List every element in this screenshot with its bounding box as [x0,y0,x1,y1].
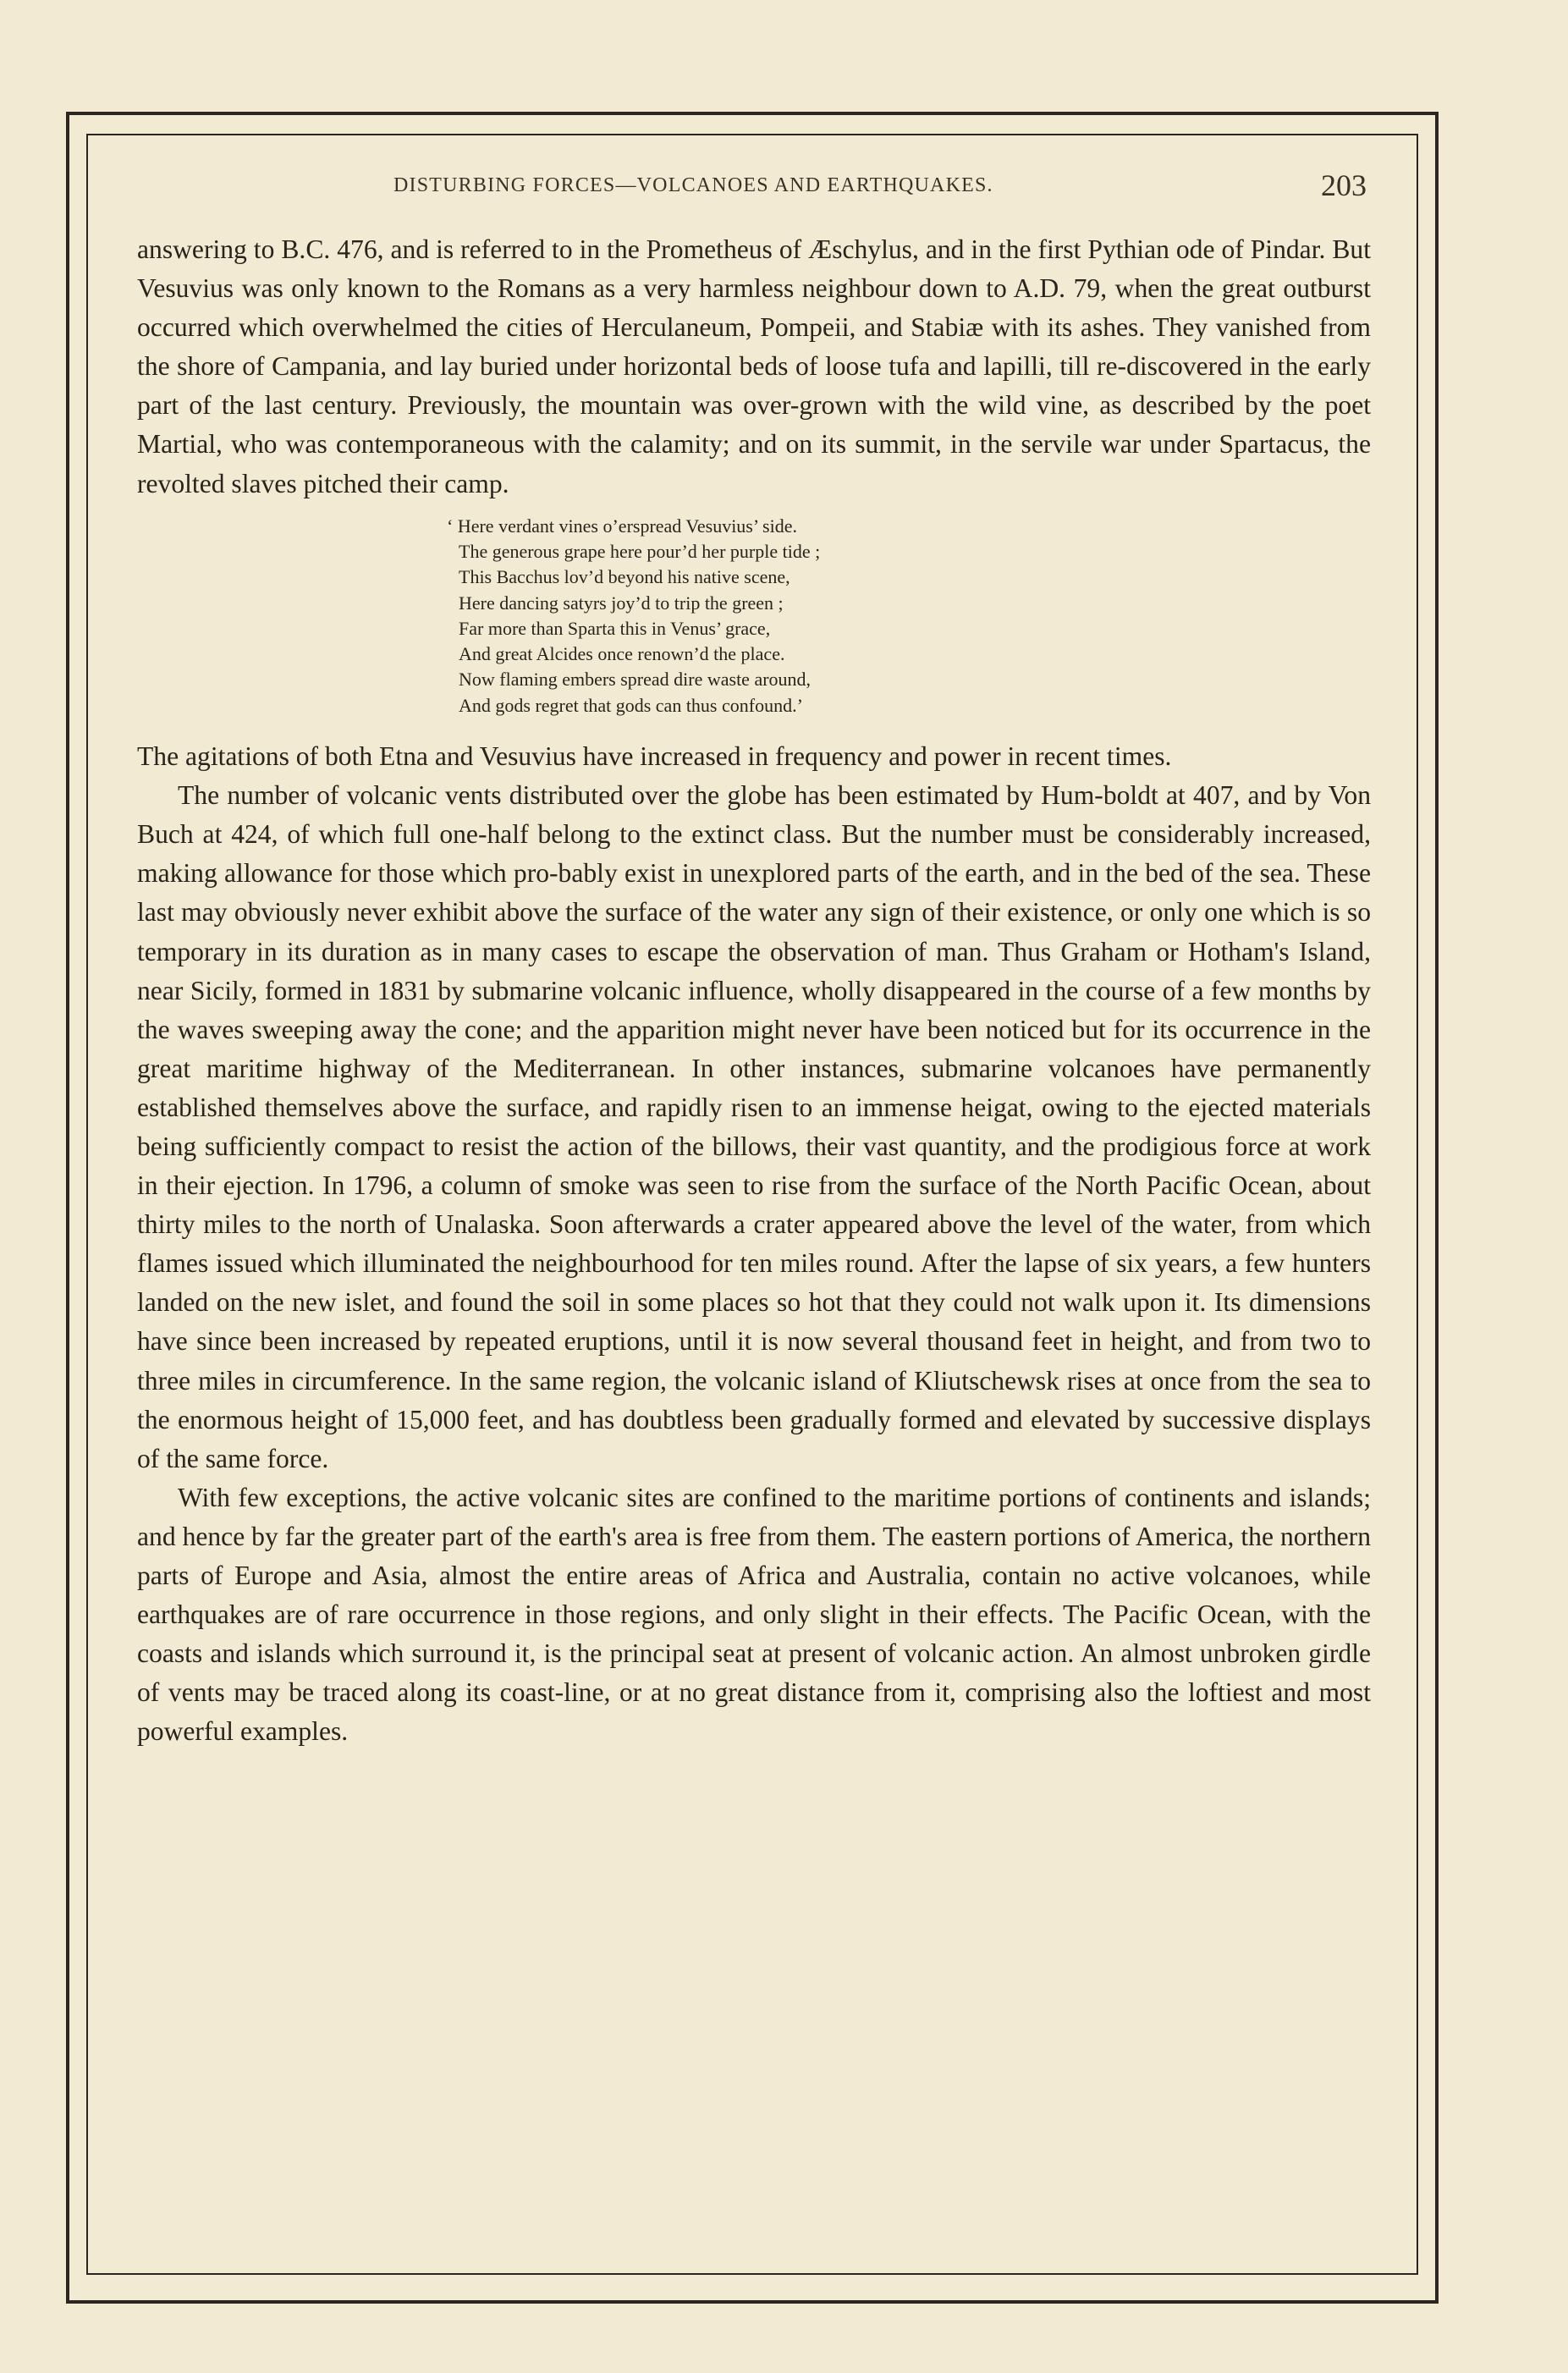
outer-border-right [1435,112,1439,2304]
poem-line: Here dancing satyrs joy’d to trip the green ; [459,592,784,614]
paragraph-4: With few exceptions, the active volcanic sites are confined to the maritime portions of continents and islands; and hence by far the greater part of the earth's area is free from them. The eastern portions of America, the northern parts of Europe and Asia, almost the entire areas of Africa and Australia, contain no active volcanoes, while earthquakes are of rare occurrence in those regions, and only slight in their effects. The Pacific Ocean, with the coasts and islands which surround it, is the principal seat at present of volcanic action. An almost unbroken girdle of vents may be traced along its coast-line, or at no great distance from it, comprising also the loftiest and most powerful examples. [137,1482,1371,1747]
inner-border-left [86,134,88,2275]
poem-line: And great Alcides once renown’d the place. [459,643,785,665]
page-number: 203 [1321,168,1367,202]
body-text [137,230,1371,1751]
poem-line: ‘ Here verdant vines o’erspread Vesuvius’ side. [447,515,797,537]
page-header [140,168,1367,220]
outer-border-top [66,112,1439,115]
outer-border-left [66,112,69,2304]
poem-line: The generous grape here pour’d her purple tide ; [459,540,821,562]
paragraph-2: The agitations of both Etna and Vesuvius have increased in frequency and power in recent times. [137,741,1172,772]
outer-border-bottom [66,2300,1439,2304]
running-title: DISTURBING FORCES—VOLCANOES AND EARTHQUAKES. [393,174,993,196]
inner-border-bottom [86,2273,1418,2275]
poem-line: Now flaming embers spread dire waste around, [459,669,812,691]
poem-line: Far more than Sparta this in Venus’ grace, [459,617,771,639]
inner-border-right [1417,134,1418,2275]
paragraph-1: answering to B.C. 476, and is referred to in the Prometheus of Æschylus, and in the first Pythian ode of Pindar. But Vesuvius was only known to the Romans as a very harmless neighbour down to A.D. 79, when the great outburst occurred which overwhelmed the cities of Herculaneum, Pompeii, and Stabiæ with its ashes. They vanished from the shore of Campania, and lay buried under horizontal beds of loose tufa and lapilli, till re-discovered in the early part of the last century. Previously, the mountain was over-grown with the wild vine, as described by the poet Martial, who was contemporaneous with the calamity; and on its summit, in the servile war under Spartacus, the revolted slaves pitched their camp. [137,234,1371,498]
paragraph-3: The number of volcanic vents distributed over the globe has been estimated by Hum-boldt at 407, and by Von Buch at 424, of which full one-half belong to the extinct class. But the number must be considerably increased, making allowance for those which pro-bably exist in unexplored parts of the earth, and in the bed of the sea. These last may obviously never exhibit above the surface of the water any sign of their existence, or only one which is so temporary in its duration as in many cases to escape the observation of man. Thus Graham or Hotham's Island, near Sicily, formed in 1831 by submarine volcanic influence, wholly disappeared in the course of a few months by the waves sweeping away the cone; and the apparition might never have been noticed but for its occurrence in the great maritime highway of the Mediterranean. In other instances, submarine volcanoes have permanently established themselves above the surface, and rapidly risen to an immense heigat, owing to the ejected materials being sufficiently compact to resist the action of the billows, their vast quantity, and the prodigious force at work in their ejection. In 1796, a column of smoke was seen to rise from the surface of the North Pacific Ocean, about thirty miles to the north of Unalaska. Soon afterwards a crater appeared above the level of the water, from which flames issued which illuminated the neighbourhood for ten miles round. After the lapse of six years, a few hunters landed on the new islet, and found the soil in some places so hot that they could not walk upon it. Its dimensions have since been increased by repeated eruptions, until it is now several thousand feet in height, and from two to three miles in circumference. In the same region, the volcanic island of Kliutschewsk rises at once from the sea to the enormous height of 15,000 feet, and has doubtless been gradually formed and elevated by successive displays of the same force. [137,780,1371,1473]
poem-line: This Bacchus lov’d beyond his native scene, [459,566,790,588]
inner-border-top [86,134,1418,135]
poem-line: And gods regret that gods can thus confound.’ [459,694,803,716]
poem-quotation [447,514,1371,719]
